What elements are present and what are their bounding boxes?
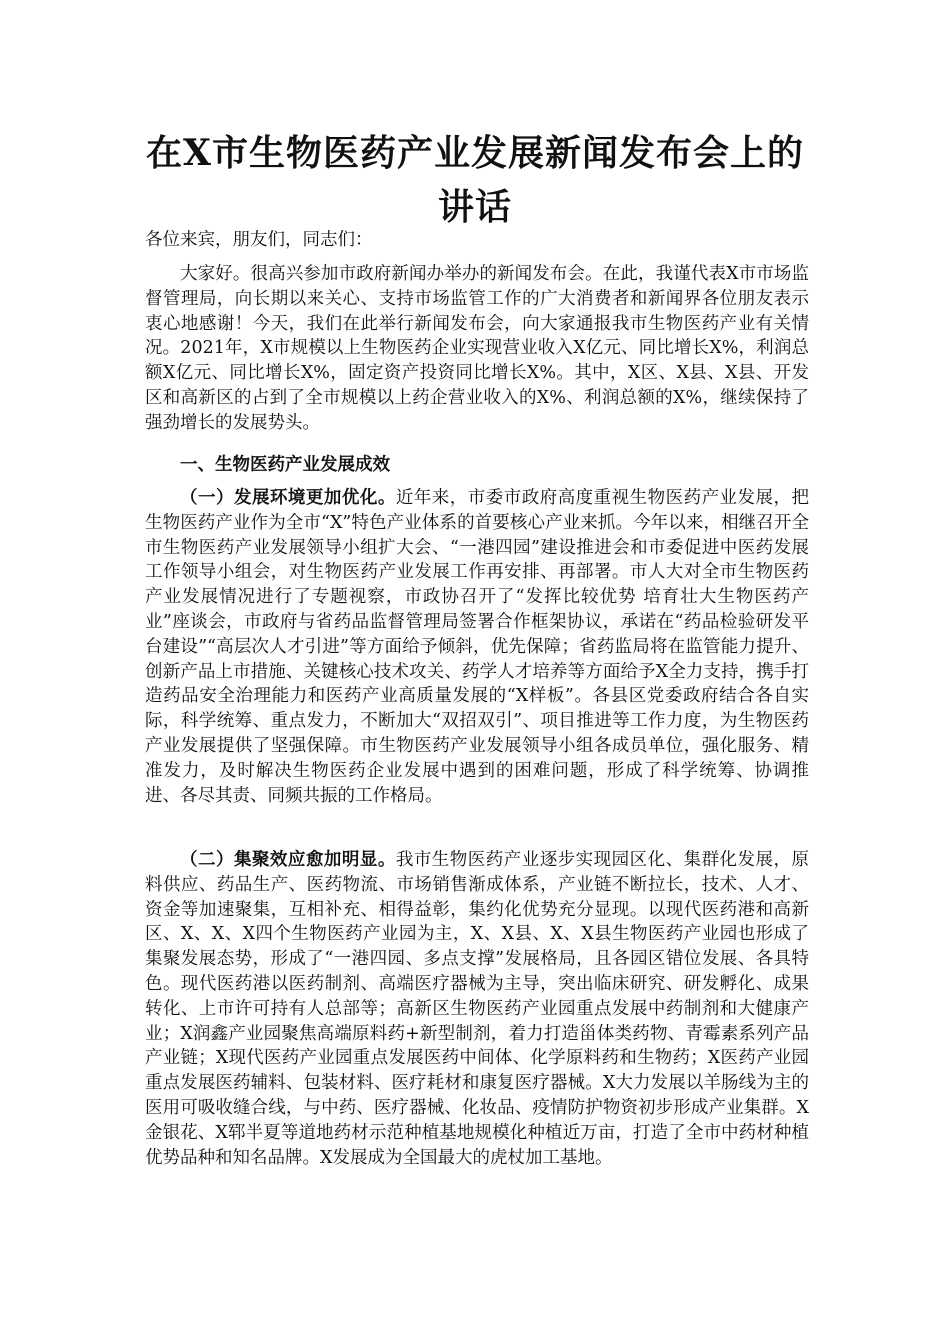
point-1-paragraph xyxy=(145,486,809,808)
point-1-lead: （一）发展环境更加优化。 xyxy=(180,488,396,508)
point-2-paragraph xyxy=(145,848,809,1170)
intro-paragraph: 大家好。很高兴参加市政府新闻办举办的新闻发布会。在此，我谨代表X市市场监督管理局，向长期以来关心、支持市场监管工作的广大消费者和新闻界各位朋友表示衷心地感谢！今天，我们在此举行新闻发布会，向大家通报我市生物医药产业有关情况。2021年，X市规模以上生物医药企业实现营业收入X亿元、同比增长X%，利润总额X亿元、同比增长X%，固定资产投资同比增长X%。其中，X区、X县、X县、开发区和高新区的占到了全市规模以上药企营业收入的X%、利润总额的X%，继续保持了强劲增长的发展势头。 xyxy=(145,264,809,433)
document-title: 在X市生物医药产业发展新闻发布会上的讲话 xyxy=(146,132,804,228)
greeting-line: 各位来宾，朋友们，同志们： xyxy=(145,230,373,250)
point-1-body: 近年来，市委市政府高度重视生物医药产业发展，把生物医药产业作为全市“X”特色产业体系的首要核心产业来抓。今年以来，相继召开全市生物医药产业发展领导小组扩大会、“一港四园”建设推进会和市委促进中医药发展工作领导小组会，对生物医药产业发展工作再安排、再部署。市人大对全市生物医药产业发展情况进行了专题视察，市政协召开了“发挥比较优势 培育壮大生物医药产业”座谈会，市政府与省药品监督管理局签署合作框架协议，承诺在“药品检验研发平台建设”“高层次人才引进”等方面给予倾斜，优先保障；省药监局将在监管能力提升、创新产品上市措施、关键核心技术攻关、药学人才培养等方面给予X全力支持，携手打造药品安全治理能力和医药产业高质量发展的“X样板”。各县区党委政府结合各自实际，科学统筹、重点发力，不断加大“双招双引”、项目推进等工作力度，为生物医药产业发展提供了坚强保障。市生物医药产业发展领导小组各成员单位，强化服务、精准发力，及时解决生物医药企业发展中遇到的困难问题，形成了科学统筹、协调推进、各尽其责、同频共振的工作格局。 xyxy=(145,488,810,806)
point-2-body: 我市生物医药产业逐步实现园区化、集群化发展，原料供应、药品生产、医药物流、市场销售渐成体系，产业链不断拉长，技术、人才、资金等加速聚集，互相补充、相得益彰，集约化优势充分显现。以现代医药港和高新区、X、X、X四个生物医药产业园为主，X、X县、X、X县生物医药产业园也形成了集聚发展态势，形成了“一港四园、多点支撑”发展格局，且各园区错位发展、各具特色。现代医药港以医药制剂、高端医疗器械为主导，突出临床研究、研发孵化、成果转化、上市许可持有人总部等；高新区生物医药产业园重点发展中药制剂和大健康产业；X润鑫产业园聚焦高端原料药+新型制剂，着力打造甾体类药物、青霉素系列产品产业链；X现代医药产业园重点发展医药中间体、化学原料药和生物药；X医药产业园重点发展医药辅料、包装材料、医疗耗材和康复医疗器械。X大力发展以羊肠线为主的医用可吸收缝合线，与中药、医疗器械、化妆品、疫情防护物资初步形成产业集群。X金银花、X郓半夏等道地药材示范种植基地规模化种植近万亩，打造了全市中药材种植优势品种和知名品牌。X发展成为全国最大的虎杖加工基地。 xyxy=(145,850,810,1168)
point-2-lead: （二）集聚效应愈加明显。 xyxy=(180,850,396,870)
section-heading: 一、生物医药产业发展成效 xyxy=(180,455,390,475)
